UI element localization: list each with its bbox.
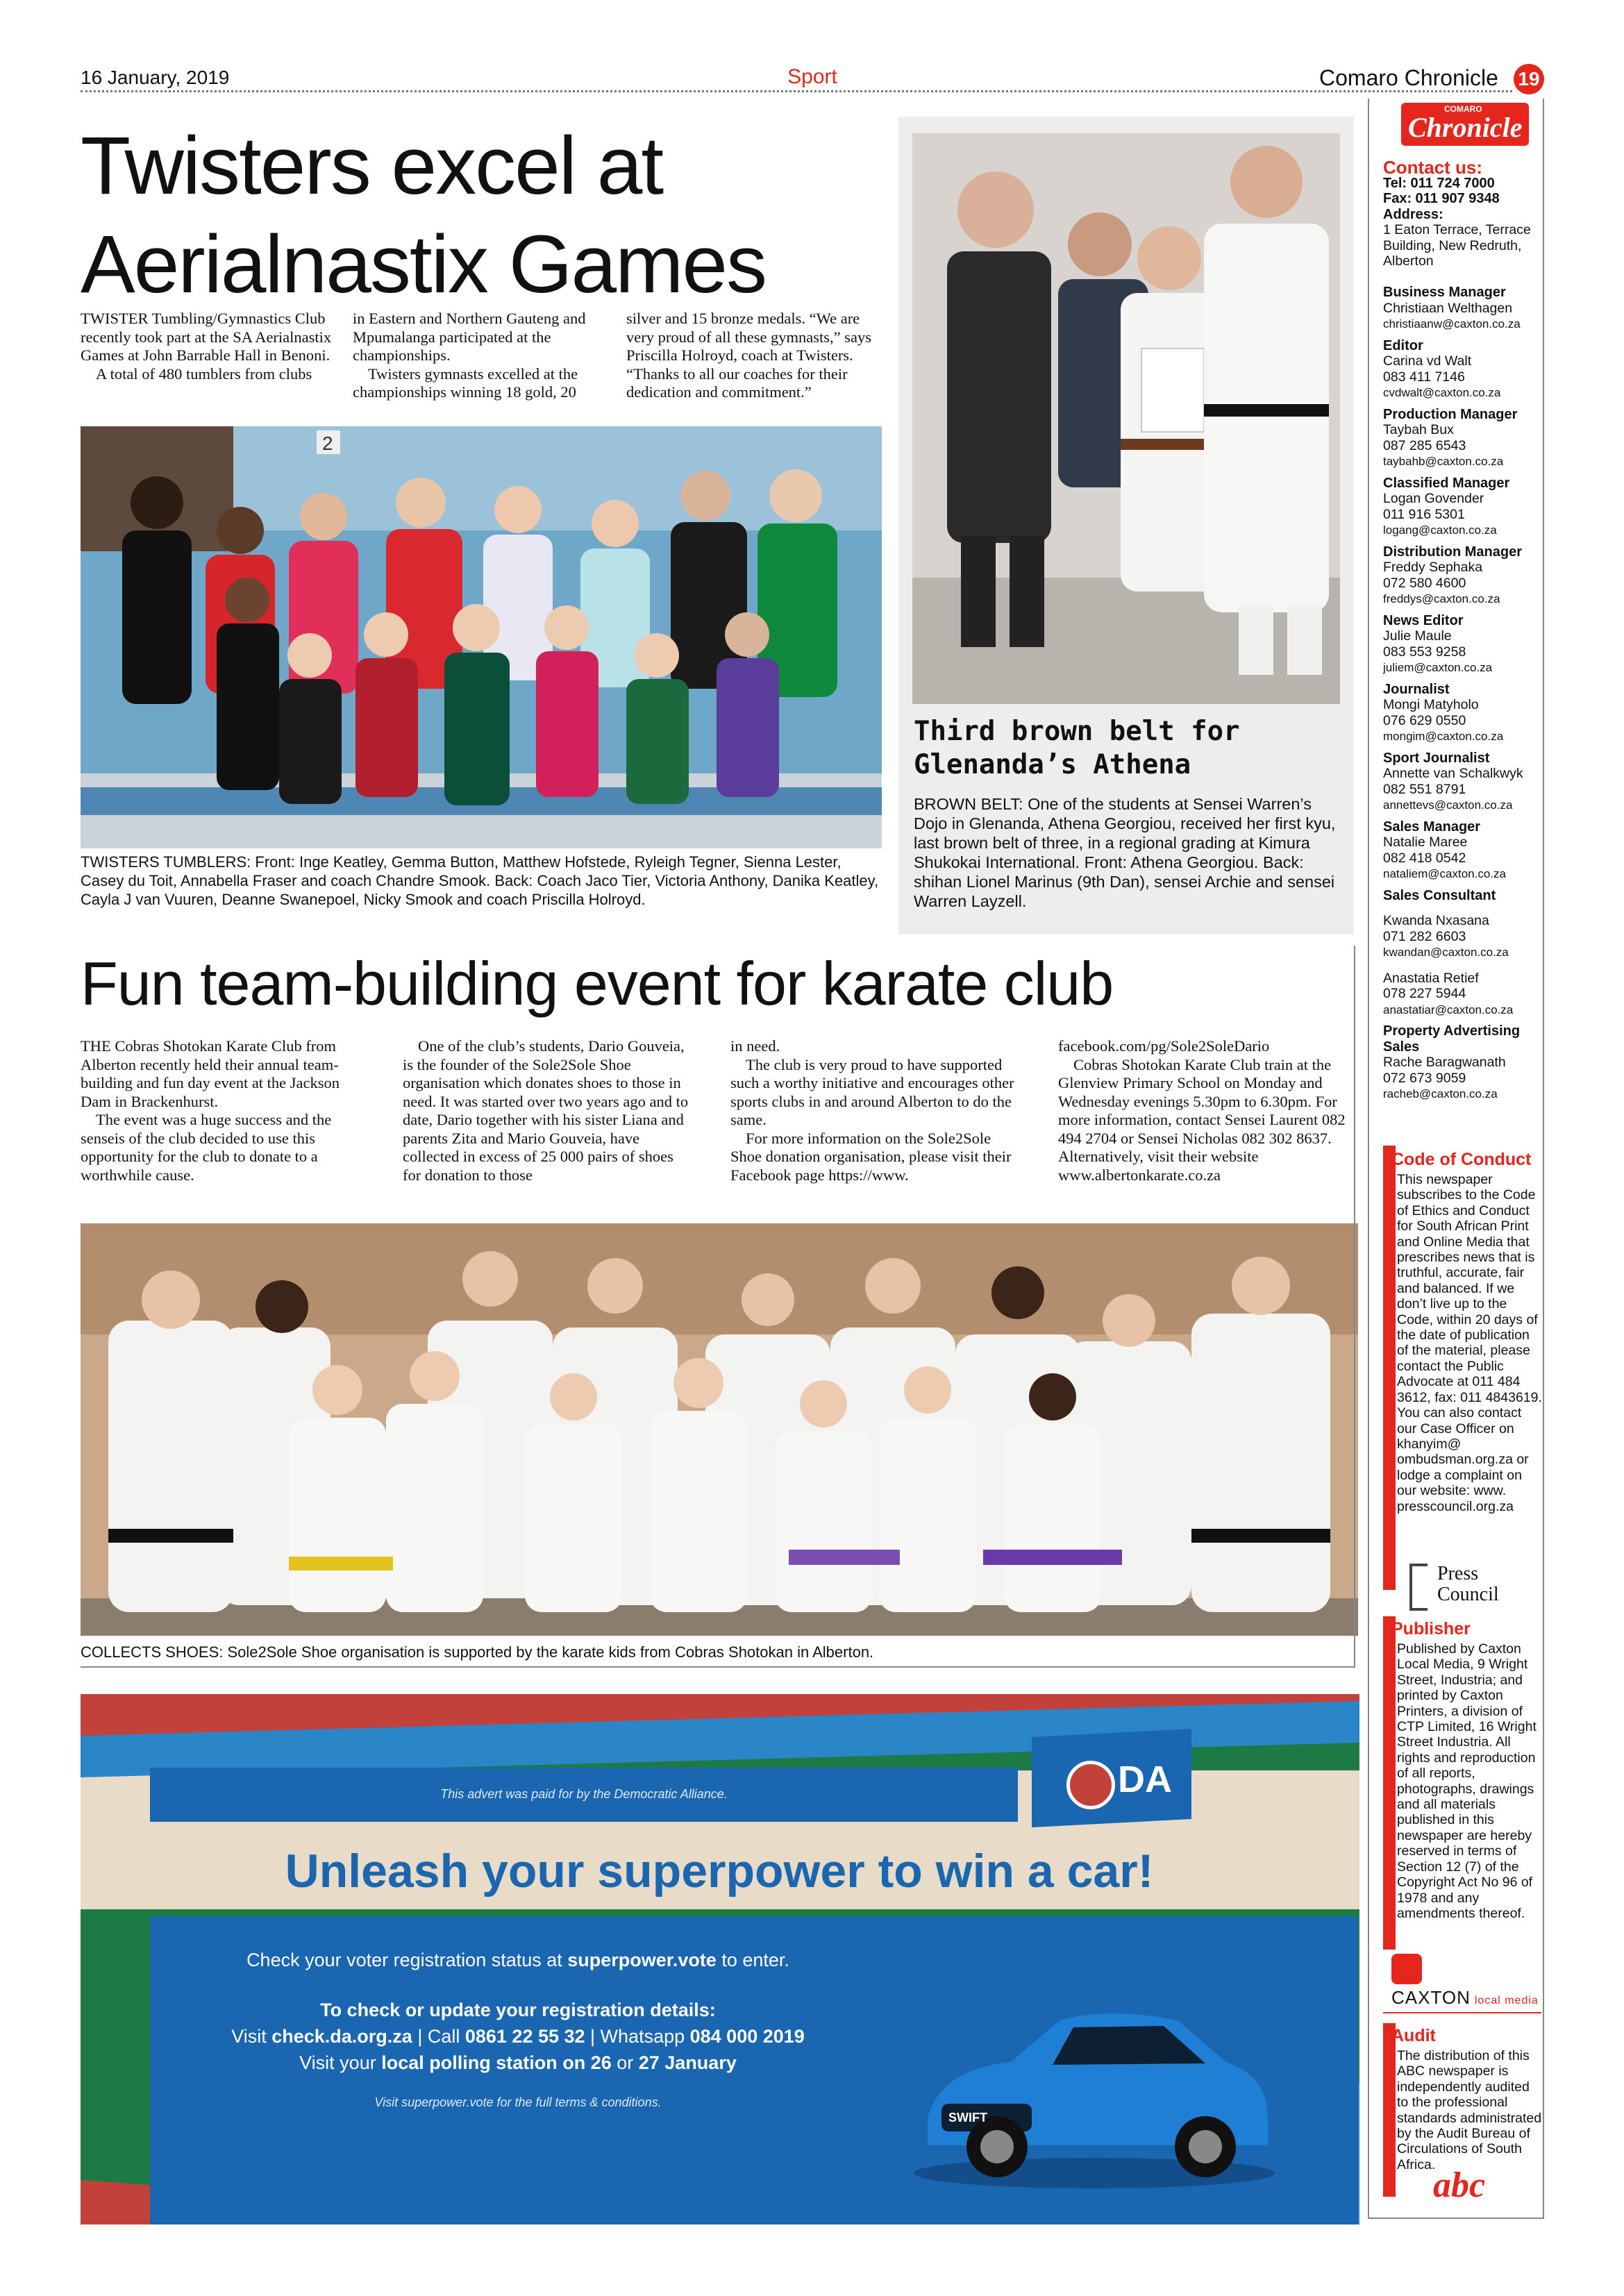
story2-headline-line2: Glenanda’s Athena bbox=[914, 749, 1191, 780]
ad-superpower-link[interactable]: superpower.vote bbox=[567, 1950, 717, 1970]
chronicle-logo-main: Chronicle bbox=[1408, 112, 1523, 143]
staff-name: Logan Govender bbox=[1383, 491, 1484, 506]
car-badge: SWIFT bbox=[948, 2111, 987, 2125]
story3-column-2 bbox=[403, 1037, 694, 1184]
chronicle-logo-top: COMARO bbox=[1444, 104, 1482, 114]
staff-role: Sales Manager bbox=[1383, 819, 1481, 835]
publisher-text: Published by Caxton Local Media, 9 Wright Street, Industria; and printed by Caxton Printers, a division of CTP Limited, 16 Wright Street Industria. All rights and reproduction of all reports, photographs, drawings and all materials published in this newspaper are hereby reserved in terms of Section 12 (7) of the Copyright Act No 96 of 1978 and any amendments thereof. bbox=[1397, 1641, 1537, 1921]
press-line1: Press bbox=[1437, 1563, 1479, 1584]
story3-box-edge bbox=[1354, 946, 1355, 1668]
svg-text:2: 2 bbox=[322, 433, 333, 454]
staff-name: Julie Maule bbox=[1383, 628, 1452, 644]
ad-line2: To check or update your registration details: bbox=[320, 2000, 716, 2020]
issue-date: 16 January, 2019 bbox=[81, 67, 230, 88]
caxton-name: CAXTON bbox=[1391, 1987, 1471, 2008]
abc-logo: abc bbox=[1433, 2165, 1486, 2205]
consultant-name: Anastatia Retief bbox=[1383, 970, 1479, 986]
consultant-email: kwandan@caxton.co.za bbox=[1383, 946, 1509, 959]
story2-headline bbox=[914, 715, 1344, 782]
code-text: This newspaper subscribes to the Code of Ethics and Conduct for South African Print and Online Media that prescribes news that is truthful, accurate, fair and balanced. If we don’t live up to the Code, within 20 days of the date of publication of the material, please contact the Public Advocate at 011 484 3612, fax: 011 4843619. You can also contact our Case Officer on khanyim@ ombudsman.org.za or lodge a complaint on our website: www. presscouncil.org.za bbox=[1397, 1172, 1542, 1514]
staff-email: annettevs@caxton.co.za bbox=[1383, 798, 1513, 812]
staff-role: Editor bbox=[1383, 337, 1423, 353]
staff-phone: 082 418 0542 bbox=[1383, 850, 1466, 866]
staff-role: Sales Consultant bbox=[1383, 887, 1496, 903]
section-name: Sport bbox=[787, 65, 837, 88]
audit-title: Audit bbox=[1391, 2026, 1436, 2045]
staff-email: nataliem@caxton.co.za bbox=[1383, 867, 1506, 880]
paper-name: Comaro Chronicle bbox=[1319, 65, 1498, 90]
ad-whatsapp-number: 084 000 2019 bbox=[689, 2026, 805, 2047]
staff-role: News Editor bbox=[1383, 612, 1464, 628]
consultant-entry bbox=[1383, 913, 1541, 961]
ad-line4-a: Visit your bbox=[299, 2052, 382, 2073]
staff-entry bbox=[1383, 338, 1541, 401]
fax-label: Fax: bbox=[1383, 191, 1412, 206]
ad-line1-pre: Check your voter registration status at bbox=[246, 1950, 568, 1970]
ad-line4-b: local polling station on 26 bbox=[381, 2052, 612, 2073]
story3-col3-para1: in need. bbox=[730, 1037, 780, 1055]
staff-email: taybahb@caxton.co.za bbox=[1383, 455, 1504, 468]
staff-name: Annette van Schalkwyk bbox=[1383, 766, 1523, 781]
story3-col3-para2: The club is very proud to have supported such a worthy initiative and encourages other sports clubs in and around Alberton to do the same. bbox=[730, 1055, 1014, 1128]
property-role: Property Advertising Sales bbox=[1383, 1023, 1521, 1055]
story3-col1-para1: THE Cobras Shotokan Karate Club from Alberton recently held their annual team-building and fun day event at the Jackson Dam in Brackenhurst. bbox=[81, 1037, 340, 1110]
story2-headline-line1: Third brown belt for bbox=[914, 716, 1240, 747]
caxton-sub: local media bbox=[1474, 1995, 1539, 2006]
staff-phone: 011 916 5301 bbox=[1383, 506, 1465, 522]
story1-headline-line2: Aerialnastix Games bbox=[81, 219, 767, 310]
staff-entry bbox=[1383, 407, 1541, 470]
code-redbar bbox=[1383, 1146, 1396, 1590]
ad-line3 bbox=[150, 2026, 886, 2047]
caxton-rule bbox=[1383, 2012, 1541, 2013]
tel-label: Tel: bbox=[1383, 175, 1407, 191]
staff-name: Carina vd Walt bbox=[1383, 353, 1472, 369]
ad-line4 bbox=[150, 2052, 886, 2074]
gymnasts-photo bbox=[81, 426, 882, 848]
staff-phone: 083 553 9258 bbox=[1383, 644, 1466, 660]
staff-entry bbox=[1383, 613, 1541, 676]
karate-club-photo bbox=[81, 1223, 1358, 1636]
story2-body: BROWN BELT: One of the students at Sensei Warren’s Dojo in Glenanda, Athena Georgiou, received her first kyu, last brown belt of three, in a regional grading at Kimura Shukokai International. Front: Athena Georgiou. Back: shihan Lionel Marinus (9th Dan), sensei Archie and sensei Warren Layzell. bbox=[914, 795, 1336, 910]
staff-email: juliem@caxton.co.za bbox=[1383, 661, 1493, 674]
consultant-entry bbox=[1383, 971, 1541, 1019]
staff-phone: 072 580 4600 bbox=[1383, 575, 1466, 591]
property-email: racheb@caxton.co.za bbox=[1383, 1087, 1498, 1100]
contact-title: Contact us: bbox=[1383, 157, 1482, 178]
staff-email: logang@caxton.co.za bbox=[1383, 523, 1497, 537]
da-logo-text: DA bbox=[1118, 1759, 1172, 1800]
staff-name: Natalie Maree bbox=[1383, 835, 1468, 850]
ad-line4-d: 27 January bbox=[638, 2052, 737, 2073]
header-rule bbox=[81, 90, 1512, 92]
staff-entry bbox=[1383, 476, 1541, 539]
ad-headline: Unleash your superpower to win a car! bbox=[285, 1845, 1154, 1897]
story3-headline: Fun team-building event for karate club bbox=[81, 949, 1114, 1018]
staff-role: Distribution Manager bbox=[1383, 544, 1523, 560]
story3-column-4 bbox=[1058, 1037, 1357, 1184]
ad-line1 bbox=[150, 1950, 886, 1971]
car-icon bbox=[900, 1986, 1289, 2194]
press-line2: Council bbox=[1437, 1584, 1499, 1605]
publisher-redbar bbox=[1383, 1616, 1396, 1950]
ad-line3-c: | Call bbox=[412, 2026, 465, 2047]
staff-email: christiaanw@caxton.co.za bbox=[1383, 317, 1521, 330]
ad-terms: Visit superpower.vote for the full terms & conditions. bbox=[374, 2095, 662, 2109]
ad-paidby-text: This advert was paid for by the Democratic Alliance. bbox=[440, 1787, 728, 1801]
staff-phone: 083 411 7146 bbox=[1383, 369, 1465, 385]
story3-column-1 bbox=[81, 1037, 372, 1184]
caxton-logo bbox=[1391, 1987, 1539, 2009]
consultant-phone: 071 282 6603 bbox=[1383, 928, 1466, 944]
staff-entry bbox=[1383, 819, 1541, 882]
story1-caption: TWISTERS TUMBLERS: Front: Inge Keatley, Gemma Button, Matthew Hofstede, Ryleigh Tegner, Sienna Lester, Casey du Toit, Annabella Fraser and coach Chandre Smook. Back: Coach Jaco Tier, Victoria Anthony, Danika Keatley, Cayla J van Vuuren, Deanne Swanepoel, Nicky Smook and coach Priscilla Holroyd. bbox=[81, 853, 879, 908]
story1-headline-line1: Twisters excel at bbox=[81, 120, 663, 212]
property-entry bbox=[1383, 1023, 1541, 1103]
da-sun-icon bbox=[1066, 1761, 1115, 1809]
audit-redbar bbox=[1383, 2023, 1396, 2197]
consultant-email: anastatiar@caxton.co.za bbox=[1383, 1003, 1514, 1016]
staff-phone: 082 551 8791 bbox=[1383, 781, 1466, 797]
staff-name: Freddy Sephaka bbox=[1383, 560, 1483, 575]
address-label: Address: bbox=[1383, 206, 1443, 222]
staff-role: Business Manager bbox=[1383, 285, 1506, 300]
contact-block bbox=[1383, 157, 1541, 269]
page-number: 19 bbox=[1514, 64, 1544, 94]
press-council-icon bbox=[1409, 1564, 1428, 1611]
story1-col2-para1: in Eastern and Northern Gauteng and Mpumalanga participated at the championships. bbox=[353, 310, 586, 364]
staff-entry bbox=[1383, 888, 1541, 904]
staff-name: Mongi Matyholo bbox=[1383, 697, 1479, 712]
ad-line3-a: Visit bbox=[231, 2026, 272, 2047]
property-phone: 072 673 9059 bbox=[1383, 1070, 1466, 1086]
ad-check-link[interactable]: check.da.org.za bbox=[271, 2026, 412, 2047]
story1-column-1 bbox=[81, 310, 332, 383]
consultant-name: Kwanda Nxasana bbox=[1383, 913, 1489, 928]
story3-col4-para1: facebook.com/pg/Sole2SoleDario bbox=[1058, 1037, 1270, 1055]
staff-entry bbox=[1383, 544, 1541, 607]
staff-email: mongim@caxton.co.za bbox=[1383, 730, 1504, 743]
consultant-phone: 078 227 5944 bbox=[1383, 986, 1466, 1001]
code-title: Code of Conduct bbox=[1391, 1150, 1532, 1169]
staff-name: Christiaan Welthagen bbox=[1383, 300, 1513, 316]
ad-line3-e: | Whatsapp bbox=[585, 2026, 690, 2047]
staff-email: cvdwalt@caxton.co.za bbox=[1383, 386, 1501, 399]
karate-belt-photo bbox=[912, 133, 1340, 704]
story1-col1-para1: TWISTER Tumbling/Gymnastics Club recently took part at the SA Aerialnastix Games at John Barrable Hall in Benoni. bbox=[81, 310, 332, 364]
staff-name: Taybah Bux bbox=[1383, 422, 1454, 437]
staff-phone: 076 629 0550 bbox=[1383, 712, 1466, 728]
fax-value: 011 907 9348 bbox=[1415, 191, 1500, 206]
story3-col3-para3: For more information on the Sole2Sole Shoe donation organisation, please visit their Facebook page https://www. bbox=[730, 1129, 1012, 1184]
staff-entry bbox=[1383, 682, 1541, 745]
staff-role: Production Manager bbox=[1383, 406, 1518, 422]
story3-col4-para2: Cobras Shotokan Karate Club train at the Glenview Primary School on Monday and Wednesday evenings 5.30pm to 6.30pm. For more information, contact Sensei Laurent 082 494 2704 or Sensei Nicholas 082 302 8637. Alternatively, visit their website www.albertonkarate.co.za bbox=[1058, 1055, 1346, 1184]
ad-line1-post: to enter. bbox=[716, 1950, 789, 1970]
address-value: 1 Eaton Terrace, Terrace Building, New Redruth, Alberton bbox=[1383, 222, 1531, 269]
staff-role: Classified Manager bbox=[1383, 475, 1510, 491]
publisher-title: Publisher bbox=[1391, 1619, 1471, 1639]
da-advert bbox=[81, 1694, 1359, 2224]
staff-email: freddys@caxton.co.za bbox=[1383, 592, 1500, 605]
staff-entry bbox=[1383, 285, 1541, 333]
audit-text: The distribution of this ABC newspaper is independently audited to the professional standards administrated by the Audit Bureau of Circulations of South Africa. bbox=[1397, 2048, 1542, 2172]
property-name: Rache Baragwanath bbox=[1383, 1055, 1506, 1070]
staff-list bbox=[1383, 285, 1541, 1108]
story1-column-2 bbox=[353, 310, 604, 402]
story3-col2-para1: One of the club’s students, Dario Gouveia, is the founder of the Sole2Sole Shoe organisation which donates shoes to those in need. It was started over two years ago and to date, Dario together with his sister Liana and parents Zita and Mario Gouveia, have collected in excess of 25 000 pairs of shoes for donation to those bbox=[403, 1037, 689, 1184]
press-council-logo bbox=[1437, 1564, 1499, 1605]
staff-role: Journalist bbox=[1383, 681, 1450, 697]
staff-entry bbox=[1383, 751, 1541, 814]
ad-line4-c: or bbox=[611, 2052, 639, 2073]
story3-box-bottom bbox=[81, 1666, 1355, 1668]
story3-column-3 bbox=[730, 1037, 1022, 1184]
story1-col2-para2: Twisters gymnasts excelled at the championships winning 18 gold, 20 bbox=[353, 364, 578, 401]
caxton-logo-icon bbox=[1391, 1954, 1422, 1984]
ad-call-number: 0861 22 55 32 bbox=[464, 2026, 585, 2047]
story1-column-3: silver and 15 bronze medals. “We are very proud of all these gymnasts,” says Priscilla Holroyd, coach at Twisters. “Thanks to all our coaches for their dedication and commitment.” bbox=[626, 310, 872, 401]
story1-col1-para2: A total of 480 tumblers from clubs bbox=[96, 364, 312, 383]
tel-value: 011 724 7000 bbox=[1410, 175, 1495, 191]
staff-role: Sport Journalist bbox=[1383, 750, 1490, 766]
staff-phone: 087 285 6543 bbox=[1383, 437, 1466, 453]
story3-caption: COLLECTS SHOES: Sole2Sole Shoe organisation is supported by the karate kids from Cobras Shotokan in Alberton. bbox=[81, 1643, 874, 1661]
story3-col1-para2: The event was a huge success and the senseis of the club decided to use this opportunity for the club to donate to a worthwhile cause. bbox=[81, 1111, 332, 1184]
